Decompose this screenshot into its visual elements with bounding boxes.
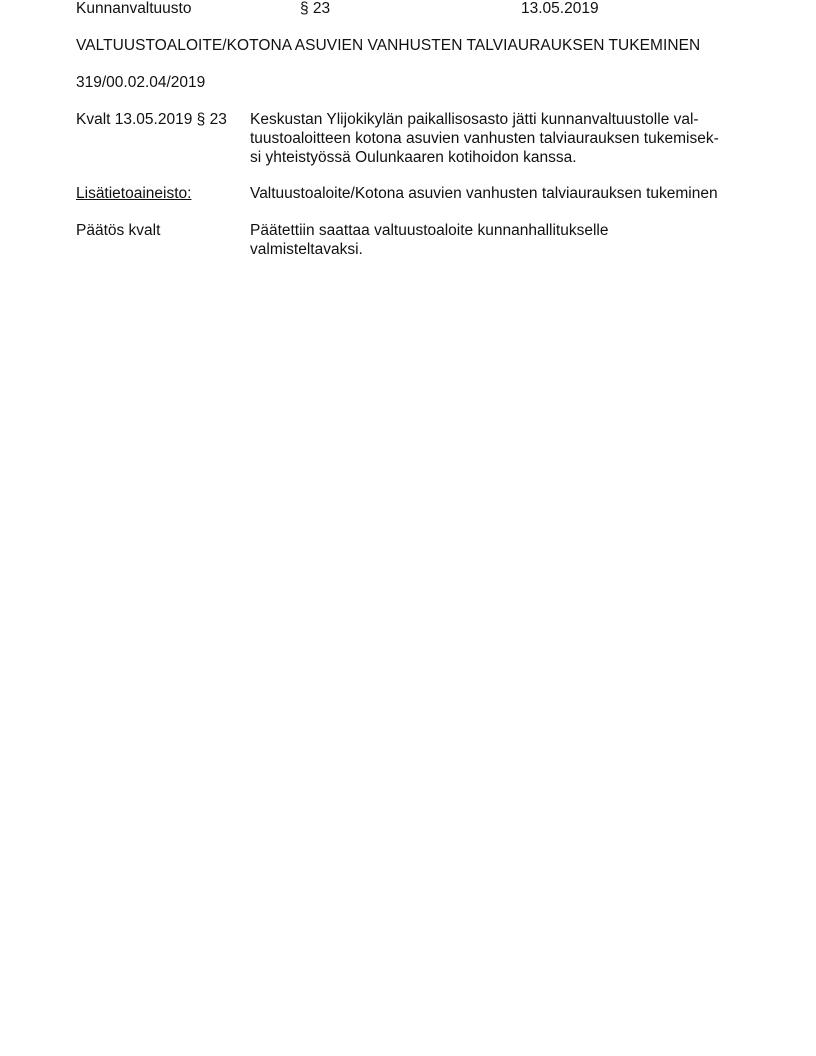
entry-text-line: si yhteistyössä Oulunkaaren kotihoidon kanssa. [250,149,577,166]
entry-label: Lisätietoaineisto: [76,185,192,202]
entry-label: Kvalt 13.05.2019 § 23 [76,111,227,128]
entry-text [250,110,750,167]
header-body-name: Kunnanvaltuusto [76,0,192,17]
document-header [76,0,756,20]
header-section-number: § 23 [300,0,331,17]
entry-text-line: valmisteltavaksi. [250,241,363,258]
entry-text-line: tuustoaloitteen kotona asuvien vanhusten talviaurauksen tukemisek- [250,130,719,147]
attachment-link[interactable]: Valtuustoaloite/Kotona asuvien vanhusten talviaurauksen tukeminen [250,185,718,202]
entry-text [250,184,750,203]
entry-label: Päätös kvalt [76,222,161,239]
header-date: 13.05.2019 [521,0,599,17]
entry-text [250,221,750,259]
entry-text-line: Keskustan Ylijokikylän paikallisosasto jätti kunnanvaltuustolle val- [250,111,699,128]
entry-text-line: Päätettiin saattaa valtuustoaloite kunnanhallitukselle [250,222,609,239]
document-title: VALTUUSTOALOITE/KOTONA ASUVIEN VANHUSTEN TALVIAURAUKSEN TUKEMINEN [76,37,701,54]
record-number: 319/00.02.04/2019 [76,74,206,91]
